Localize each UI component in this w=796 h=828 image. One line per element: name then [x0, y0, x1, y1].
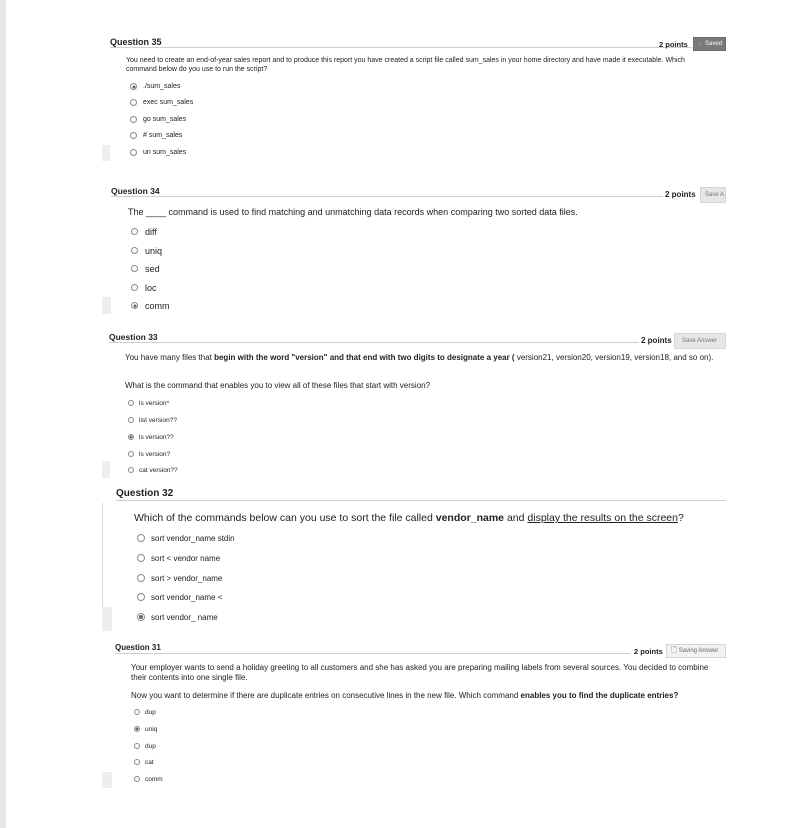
prompt-text: and — [504, 512, 528, 524]
question-left-border — [102, 503, 103, 607]
question-prompt — [125, 353, 735, 363]
prompt-text: ? — [677, 512, 684, 524]
radio-icon[interactable] — [137, 593, 145, 601]
option-label: exec sum_sales — [143, 99, 194, 106]
answer-option[interactable] — [130, 148, 186, 157]
save-button-label: Saved — [705, 41, 723, 47]
radio-icon[interactable] — [137, 554, 145, 562]
radio-icon[interactable] — [134, 759, 140, 765]
saving-answer-button[interactable] — [666, 644, 726, 658]
radio-icon[interactable] — [137, 534, 145, 542]
prompt-text: Which of the commands below can you use to sort the file called — [134, 512, 436, 524]
prompt-underlined-text: display the results on the screen — [527, 512, 678, 524]
answer-option[interactable] — [131, 300, 170, 311]
answer-option[interactable] — [137, 592, 222, 602]
points-label: 2 points — [659, 40, 688, 49]
answer-option[interactable] — [134, 708, 156, 716]
answer-option[interactable] — [131, 263, 160, 274]
answer-option[interactable] — [130, 115, 186, 124]
answer-option[interactable] — [137, 553, 220, 563]
prompt-bold-text: enables you to find the duplicate entries? — [520, 691, 679, 700]
option-label: sed — [145, 263, 160, 274]
gutter-marker — [102, 145, 110, 161]
radio-selected-icon[interactable] — [130, 83, 137, 90]
option-label: sort > vendor_name — [151, 573, 223, 583]
option-label: uniq — [145, 725, 158, 733]
radio-icon[interactable] — [137, 574, 145, 582]
answer-option[interactable] — [134, 725, 157, 733]
option-label: ./sum_sales — [143, 83, 181, 90]
radio-icon[interactable] — [131, 284, 138, 291]
radio-selected-icon[interactable] — [128, 434, 134, 440]
option-label: ls version^ — [139, 399, 170, 407]
divider — [110, 47, 692, 48]
answer-option[interactable] — [134, 758, 154, 766]
prompt-bold-text: vendor_name — [435, 512, 505, 524]
option-label: cat version?? — [139, 466, 178, 474]
prompt-text: version21, version20, version19, version18, and so on). — [514, 353, 714, 362]
answer-option[interactable] — [131, 282, 157, 293]
answer-option[interactable] — [134, 742, 156, 750]
option-label: diff — [145, 226, 157, 237]
option-label: cat — [145, 758, 154, 766]
radio-icon[interactable] — [128, 417, 134, 423]
save-button-label: Saving Answer — [678, 648, 719, 654]
radio-icon[interactable] — [134, 743, 140, 749]
option-label: # sum_sales — [143, 132, 183, 139]
answer-option[interactable] — [137, 533, 235, 543]
question-prompt: You need to create an end-of-year sales report and to produce this report you have created a script file called sum_sales in your home directory and have made it executable. Which command below do you use to run the script? — [126, 57, 685, 73]
option-label: loc — [145, 282, 157, 293]
radio-icon[interactable] — [130, 116, 137, 123]
option-label: list version?? — [139, 416, 177, 424]
question-prompt: The ____ command is used to find matching and unmatching data records when comparing two sorted data files. — [128, 207, 578, 217]
question-prompt-2: What is the command that enables you to view all of these files that start with version? — [125, 381, 431, 390]
divider — [115, 653, 630, 654]
save-answer-button[interactable]: Save Answer — [674, 333, 726, 349]
option-label: sort vendor_name < — [151, 592, 223, 602]
option-label: un sum_sales — [143, 149, 187, 156]
radio-icon[interactable] — [134, 776, 140, 782]
divider — [109, 342, 639, 343]
option-label: sort vendor_name stdin — [151, 533, 235, 543]
answer-option[interactable] — [128, 399, 170, 407]
option-label: comm — [145, 775, 163, 783]
divider — [116, 500, 726, 501]
option-label: go sum_sales — [143, 116, 187, 123]
check-icon: ✓ — [698, 41, 704, 48]
option-label: sort < vendor name — [151, 553, 221, 563]
option-label: dup — [145, 708, 156, 716]
gutter-marker — [102, 461, 110, 478]
answer-option[interactable] — [131, 226, 157, 237]
answer-option[interactable] — [130, 131, 182, 140]
points-label: 2 points — [634, 647, 663, 656]
gutter-marker — [102, 607, 112, 631]
radio-selected-icon[interactable] — [131, 302, 138, 309]
radio-selected-icon[interactable] — [137, 613, 145, 621]
radio-icon[interactable] — [128, 400, 134, 406]
answer-option[interactable] — [131, 245, 162, 256]
saved-button[interactable] — [693, 37, 726, 51]
radio-icon[interactable] — [128, 451, 134, 457]
answer-option[interactable] — [134, 775, 163, 783]
option-label: dup — [145, 742, 156, 750]
window-left-edge — [0, 0, 6, 828]
radio-icon[interactable] — [128, 467, 134, 473]
answer-option[interactable] — [128, 416, 177, 424]
radio-icon[interactable] — [130, 99, 137, 106]
question-title: Question 31 — [115, 643, 161, 652]
option-label: ls version? — [139, 450, 171, 458]
radio-icon[interactable] — [131, 247, 138, 254]
gutter-marker — [102, 297, 111, 314]
answer-option[interactable] — [130, 98, 193, 107]
radio-icon[interactable] — [131, 265, 138, 272]
question-title: Question 34 — [111, 186, 160, 196]
option-label: ls version?? — [139, 433, 174, 441]
radio-icon[interactable] — [130, 149, 137, 156]
prompt-bold-text: begin with the word "version" and that end with two digits to designate a year ( — [214, 353, 515, 362]
answer-option[interactable] — [128, 466, 178, 474]
question-title: Question 35 — [110, 37, 162, 47]
radio-selected-icon[interactable] — [134, 726, 140, 732]
divider — [111, 196, 663, 197]
radio-icon[interactable] — [131, 228, 138, 235]
answer-option[interactable] — [130, 82, 180, 91]
question-prompt-2 — [131, 691, 731, 701]
question-title: Question 32 — [116, 488, 174, 499]
answer-option[interactable] — [128, 433, 174, 441]
question-prompt: Your employer wants to send a holiday greeting to all customers and she has asked you are preparing mailing labels from several sources. You decided to combine their contents into one single file. — [131, 663, 709, 682]
answer-option[interactable] — [137, 612, 218, 622]
gutter-marker — [102, 772, 112, 788]
save-answer-button[interactable]: Save A — [700, 187, 726, 203]
question-prompt — [134, 512, 734, 525]
points-label: 2 points — [641, 336, 672, 345]
answer-option[interactable] — [137, 573, 222, 583]
radio-icon[interactable] — [130, 132, 137, 139]
option-label: comm — [145, 300, 170, 311]
question-title: Question 33 — [109, 332, 158, 342]
option-label: sort vendor_ name — [151, 612, 218, 622]
prompt-text: Now you want to determine if there are duplicate entries on consecutive lines in the new file. Which command — [131, 691, 521, 700]
document-icon: 🗋 — [671, 646, 677, 654]
points-label: 2 points — [665, 190, 696, 199]
radio-icon[interactable] — [134, 709, 140, 715]
option-label: uniq — [145, 245, 163, 256]
prompt-text: You have many files that — [125, 353, 215, 362]
answer-option[interactable] — [128, 450, 170, 458]
